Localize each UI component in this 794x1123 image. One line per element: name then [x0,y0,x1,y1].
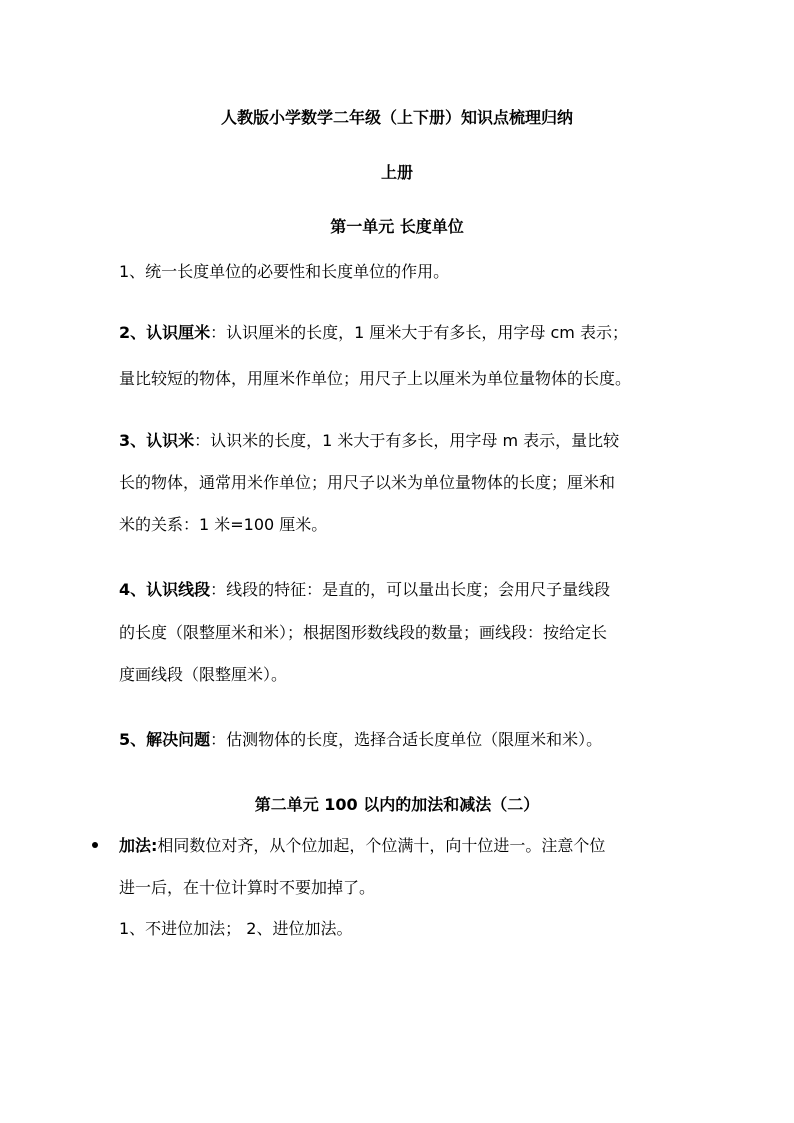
unit1-item2-label: 2、认识厘米 [119,323,211,342]
unit1-item4-label: 4、认识线段 [119,580,211,599]
unit1-heading: 第一单元 长度单位 [330,217,464,236]
unit2-heading: 第二单元 100 以内的加法和减法（二） [254,795,540,814]
unit2-bullet-line2: 进一后，在十位计算时不要加掉了。 [119,878,376,897]
unit1-item3-line2: 长的物体，通常用米作单位；用尺子以米为单位量物体的长度；厘米和 [119,473,616,492]
unit1-item4-text1: ：线段的特征：是直的，可以量出长度；会用尺子量线段 [210,580,611,599]
unit1-item5-line1 [119,730,602,750]
unit2-bullet-text1: 相同数位对齐，从个位加起，个位满十，向十位进一。注意个位 [157,836,606,855]
bullet-dot-icon [92,842,98,848]
unit1-item2-line1 [119,323,628,343]
unit1-item2-line2: 量比较短的物体，用厘米作单位；用尺子上以厘米为单位量物体的长度。 [119,369,632,388]
document-title: 人教版小学数学二年级（上下册）知识点梳理归纳 [220,108,573,127]
unit1-item3-line3: 米的关系：1 米=100 厘米。 [119,515,328,534]
unit2-bullet-line1 [119,836,605,856]
unit1-item2-text1: ：认识厘米的长度，1 厘米大于有多长，用字母 cm 表示； [210,323,628,342]
unit1-item3-label: 3、认识米 [119,431,195,450]
volume-heading: 上册 [380,163,413,182]
unit1-item4-line3: 度画线段（限整厘米）。 [119,665,288,684]
unit1-item4-line1 [119,580,610,600]
unit1-item3-line1 [119,431,619,451]
unit1-item1: 1、统一长度单位的必要性和长度单位的作用。 [119,262,450,281]
unit1-item4-line2: 的长度（限整厘米和米）；根据图形数线段的数量；画线段：按给定长 [119,623,608,642]
unit2-bullet-label: 加法: [119,836,158,855]
unit1-item3-text1: ：认识米的长度，1 米大于有多长，用字母 m 表示，量比较 [194,431,620,450]
unit1-item5-label: 5、解决问题 [119,730,211,749]
unit1-item5-text1: ：估测物体的长度，选择合适长度单位（限厘米和米）。 [210,730,603,749]
unit2-item1: 1、不进位加法； 2、进位加法。 [119,919,353,938]
